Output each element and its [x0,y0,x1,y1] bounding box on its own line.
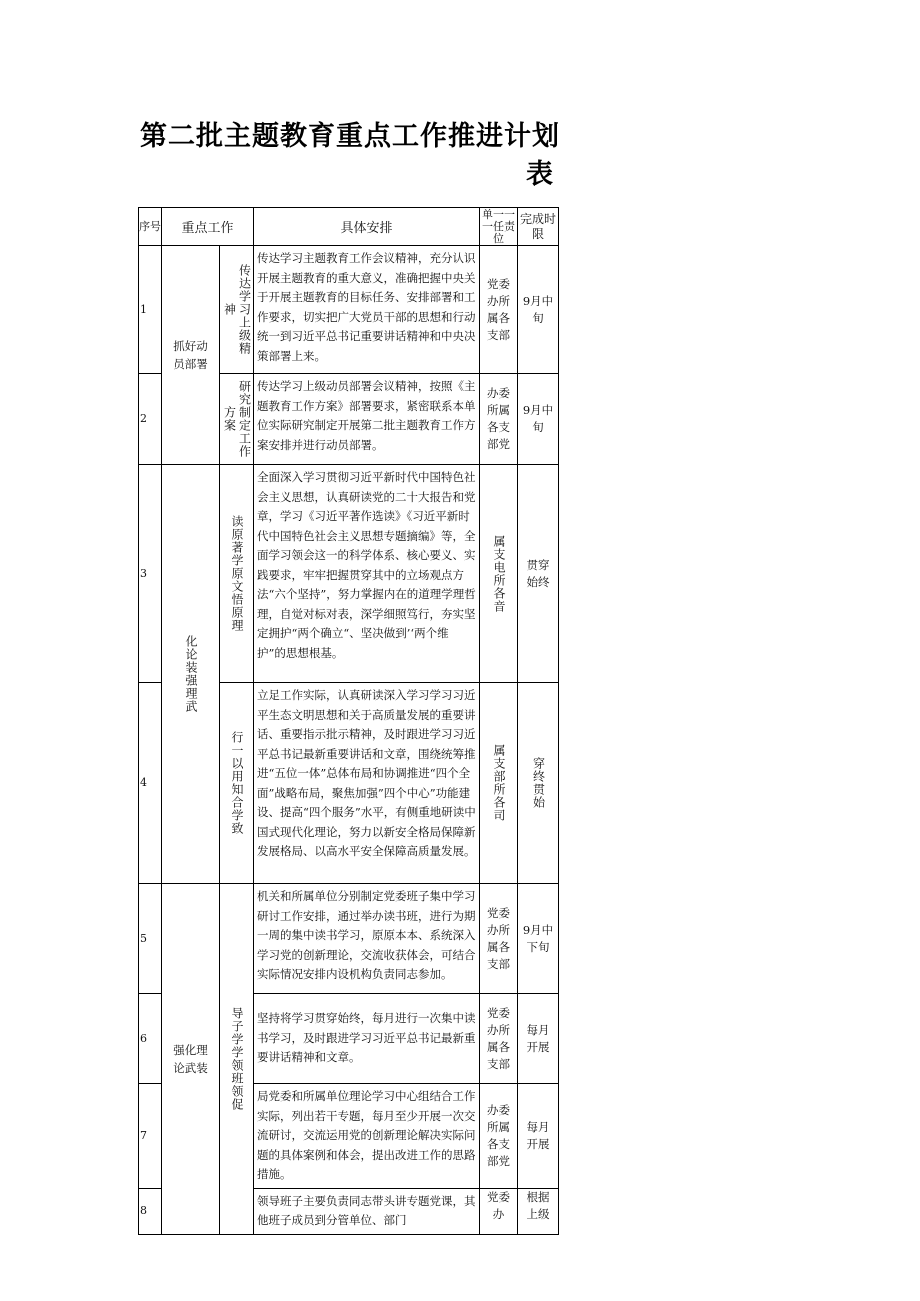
row-no: 6 [139,994,162,1084]
sub-task: 导子学学领班领促 [230,1006,244,1111]
arrangement-text: 传达学习上级动员部署会议精神，按照《主题教育工作方案》部署要求，紧密联系本单位实际研究制定开展第二批主题教育工作方案安排并进行动员部署。 [254,374,480,465]
deadline: 贯穿始终 [518,465,559,683]
deadline: 每月开展 [518,994,559,1084]
header-unit: 单一一一任责位 [480,208,518,246]
arrangement-text: 领导班子主要负责同志带头讲专题党课，其他班子成员到分管单位、部门 [254,1188,480,1234]
arrangement-text: 坚持将学习贯穿始终，每月进行一次集中读书学习，及时跟进学习习近平总书记最新重要讲话精神和文章。 [254,994,480,1084]
responsible-unit: 党委办所属各支部 [480,884,518,994]
header-deadline: 完成时限 [518,208,559,246]
row-no: 2 [139,374,162,465]
row-no: 4 [139,683,162,884]
header-task: 重点工作 [162,208,254,246]
row-no: 3 [139,465,162,683]
responsible-unit: 办委所属各支部党 [480,374,518,465]
responsible-unit: 属支电所各音 [492,534,507,613]
deadline: 每月开展 [518,1084,559,1189]
arrangement-text: 传达学习主题教育工作会议精神，充分认识开展主题教育的重大意义，准确把握中央关于开展主题教育的目标任务、安排部署和工作要求，切实把广大党员干部的思想和行动统一到习近平总书记重要讲话精神和中央决策部署上来。 [254,246,480,374]
deadline: 9月中下旬 [518,884,559,994]
page-title [140,118,560,194]
group-label: 强化理论武装 [162,884,220,1235]
table-row [139,465,559,683]
table-row [139,884,559,994]
deadline: 9月中旬 [518,246,559,374]
responsible-unit: 党委办所属各支部 [480,994,518,1084]
sub-task: 传达学习上级精神 [222,264,252,355]
responsible-unit: 属支部所各司 [492,744,507,822]
row-no: 8 [139,1188,162,1234]
sub-task: 研究制定工作方案 [222,380,252,458]
sub-task: 行一以用知合学致 [230,731,244,835]
deadline: 根据上级 [518,1188,559,1234]
arrangement-text: 立足工作实际，认真研读深入学习学习习近平生态文明思想和关于高质量发展的重要讲话、重要指示批示精神，及时跟进学习习近平总书记最新重要讲话和文章，围绕统筹推进“五位一体”总体布局和协调推进“四个全面”战略布局，聚焦加强”四个中心”功能建设、提高“四个服务”水平，有侧重地研读中国式现代化理论，努力以新安全格局保障新发展格局、以高水平安全保障高质量发展。 [254,683,480,884]
header-arrangement: 具体安排 [254,208,480,246]
deadline: 穿终贯始 [531,757,546,809]
arrangement-text: 全面深入学习贯彻习近平新时代中国特色社会主义思想，认真研读党的二十大报告和党章，学习《习近平著作选读》《习近平新时代中国特色社会主义思想专题摘编》等，全面学习领会这一的科学体系、核心要义、实践要求，牢牢把握贯穿其中的立场观点方法“六个坚持”，努力掌握内在的道理学理哲理，自觉对标对表，深学细照笃行，夯实坚定拥护“两个确立“、坚决做到’‘两个维护”的思想根基。 [254,465,480,683]
title-line-2: 表 [526,159,554,190]
sub-task: 读原著学原文悟原理 [230,515,244,632]
responsible-unit: 办委所属各支部党 [480,1084,518,1189]
group-label: 化论装强理武 [184,635,198,713]
responsible-unit: 党委办 [480,1188,518,1234]
arrangement-text: 局党委和所属单位理论学习中心组结合工作实际，列出若干专题，每月至少开展一次交流研讨，交流运用党的创新理论解决实际问题的具体案例和体会，提出改进工作的思路措施。 [254,1084,480,1189]
row-no: 7 [139,1084,162,1189]
responsible-unit: 党委办所属各支部 [480,246,518,374]
table-header-row [139,208,559,246]
header-no: 序号 [139,208,162,246]
group-label: 抓好动员部署 [162,246,220,465]
arrangement-text: 机关和所属单位分别制定党委班子集中学习研讨工作安排，通过举办读书班，进行为期一周的集中读书学习，原原本本、系统深入学习党的创新理论，交流收获体会，可结合实际情况安排内设机构负责同志参加。 [254,884,480,994]
title-line-1: 第二批主题教育重点工作推进计划 [140,121,560,152]
row-no: 1 [139,246,162,374]
deadline: 9月中旬 [518,374,559,465]
plan-table [138,207,559,1235]
row-no: 5 [139,884,162,994]
table-row [139,246,559,374]
